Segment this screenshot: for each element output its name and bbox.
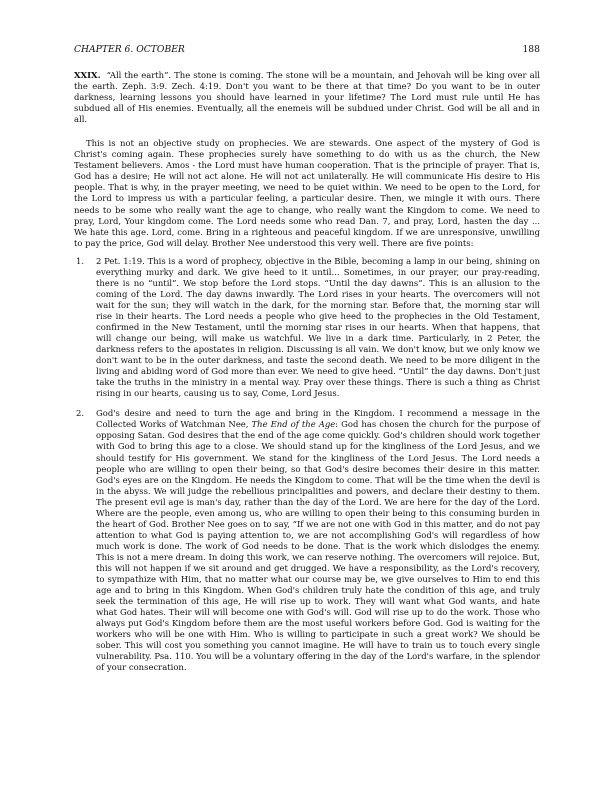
document-page [74,44,540,682]
list-item [74,256,540,400]
list-item-text-after-title: : God has chosen the church for the purpose of opposing Satan. God desires that the end of the age come quickly. God's children should work together with God to bring this age to a close. We should stand up for the kingliness of the Lord Jesus, and we should testify for His government. We stand for the kingliness of the Lord Jesus. The Lord needs a people who are willing to open their being, so that God's desire becomes their desire in this matter. God's eyes are on the Kingdom. He needs the Kingdom to come. That will be the time when the devil is in the abyss. We will judge the rebellious principalities and powers, and declare their destiny to them. The present evil age is man's day, rather than the day of the Lord. We are here for the day of the Lord. Where are the people, even among us, who are willing to open their being to this consuming burden in the heart of God. Brother Nee goes on to say, “If we are not one with God in this matter, and do not pay attention to what God is paying attention to, we are not accomplishing God's will regardless of how much work is done. The work of God needs to be done. That is the work which dislodges the enemy. This is not a mere dream. In doing this work, we can reserve nothing. The overcomers will rejoice. But, this will not happen if we sit around and get drugged. We have a responsibility, as the Lord's recovery, to sympathize with Him, that no matter what our course may be, we give ourselves to Him to end this age and to bring in this Kingdom. When God's children truly hate the condition of this age, and truly seek the termination of this age, He will rise up to work. They will want what God wants, and hate what God hates. Their will will become one with God's will. God will rise up to do the work. Those who always put God's Kingdom before them are the most useful workers before God. God is waiting for the workers who will be one with Him. Who is willing to participate in such a great work? We should be sober. This will cost you something you cannot imagine. He will have to train us to touch every single vulnerability. Psa. 110. You will be a voluntary offering in the day of the Lord's warfare, in the splendor of your consecration. [96,419,540,673]
intro-paragraph [74,70,540,125]
chapter-heading: CHAPTER 6. OCTOBER [74,44,185,55]
section-number: XXIX. [74,70,101,80]
intro-text: “All the earth”. The stone is coming. The stone will be a mountain, and Jehovah will be king over all the earth. Zeph. 3:9. Zech. 4:19. Don't you want to be there at that time? Do you want to be in outer darkness, learning lessons you should have learned in your lifetime? The Lord must rule until He has subdued all of His enemies. Eventually, all the enemeis will be subdued under Christ. God will be all and in all. [74,70,540,125]
page-number: 188 [522,44,540,55]
body-paragraph: This is not an objective study on prophecies. We are stewards. One aspect of the mystery of God is Christ's coming again. These prophecies surely have something to do with us as the church, the New Testament believers. Amos - the Lord must have human cooperation. That is the principle of prayer. That is, God has a desire; He will not act alone. He will not act unilaterally. He will communicate His desire to His people. That is why, in the prayer meeting, we need to be quiet within. We need to be open to the Lord, for the Lord to impress us with a particular feeling, a particular desire. Then, we mingle it with ours. There needs to be some who really want the age to change, who really want the Kingdom to come. We need to pray, Lord, Your kingdom come. The Lord needs some who read Dan. 7, and pray, Lord, hasten the day ... We hate this age. Lord, come. Bring in a righteous and peaceful kingdom. If we are unresponsive, unwilling to pay the price, God will delay. Brother Nee understood this very well. There are five points: [74,138,540,248]
list-item-text: 2 Pet. 1:19. This is a word of prophecy, objective in the Bible, becoming a lamp in our being, shining on everything murky and dark. We give heed to it until... Sometimes, in our prayer, our pray-reading, there is no “until”. We stop before the Lord stops. “Until the day dawns”. This is an allusion to the coming of the Lord. The day dawns inwardly. The Lord rises in your hearts. The overcomers will not wait for the sun; they will watch in the dark, for the morning star. Before that, the morning star will rise in their hearts. The Lord needs a people who give heed to the prophecies in the Old Testament, confirmed in the New Testament, until the morning star rises in our hearts. When that happens, that will change our being, will make us watchful. We live in a dark time. Particularly, in 2 Peter, the darkness refers to the apostates in religion. Discussing is all vain. We don't know, but we only know we don't want to be in the outer darkness, and taste the second death. We need to be more diligent in the living and abiding word of God more than ever. We need to give heed. “Until” the day dawns. Don't just take the truths in the ministry in a mental way. Pray over these things. There is such a thing as Christ rising in our hearts, causing us to say, Come, Lord Jesus. [96,255,540,399]
book-title: The End of the Age [251,419,336,430]
list-item-number: 2. [76,408,85,419]
list-item-text-before-title: God's desire and need to turn the age and bring in the Kingdom. I recommend a message in the Collected Works of Watchman Nee, [96,408,540,430]
list-item-number: 1. [76,255,85,266]
list-item [74,408,540,673]
points-list [74,256,540,674]
running-header [74,44,540,56]
list-item-text [96,408,540,673]
